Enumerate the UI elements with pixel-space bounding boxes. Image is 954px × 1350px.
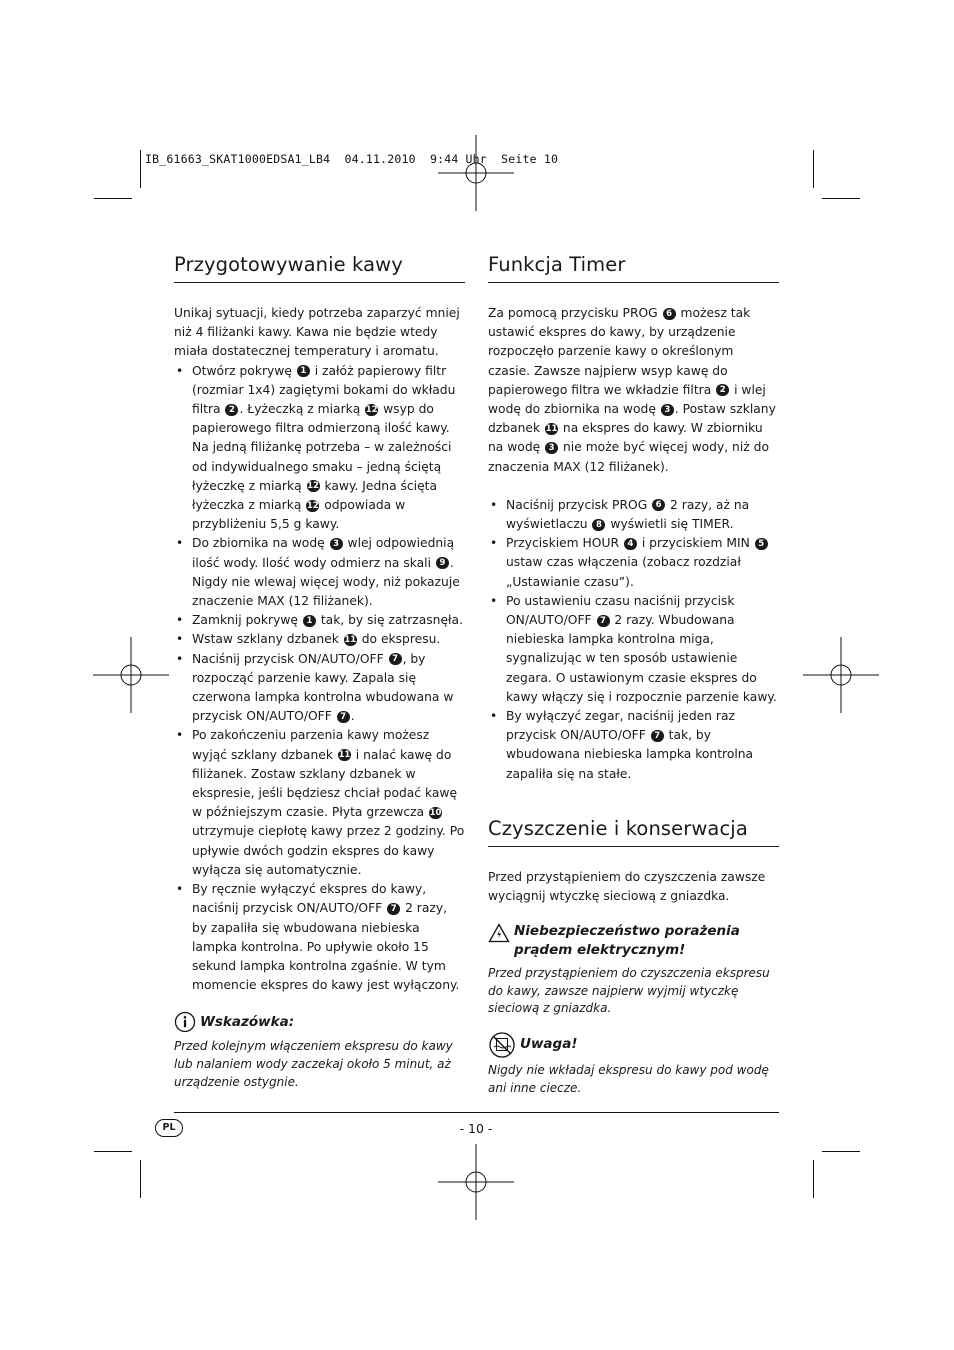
- list-item: • Po zakończeniu parzenia kawy możesz wyjąć szklany dzbanek 11 i nalać kawę do filiżanek. Zostaw szklany dzbanek w ekspresie, jeśli będziesz chciał podać kawę w późniejszym czasie. Płyta grzewcza 10 utrzymuje ciepłotę kawy przez 2 godziny. Po upływie dwóch godzin ekspres do kawy wyłącza się automatycznie.: [174, 726, 465, 880]
- print-slug: IB_61663_SKAT1000EDSA1_LB4 04.11.2010 9:44 Uhr Seite 10: [145, 152, 559, 166]
- timer-list: [488, 496, 779, 784]
- hint-body: Przed kolejnym włączeniem ekspresu do kawy lub nalaniem wody zaczekaj około 5 minut, aż urządzenie ostygnie.: [174, 1039, 453, 1089]
- caution-title: Uwaga!: [520, 1036, 578, 1053]
- left-column: [174, 252, 465, 1091]
- section-title-cleaning: Czyszczenie i konserwacja: [488, 816, 779, 847]
- page-number: - 10 -: [459, 1121, 493, 1136]
- cleaning-intro: Przed przystąpieniem do czyszczenia zawsze wyciągnij wtyczkę sieciową z gniazdka.: [488, 869, 766, 904]
- list-item: • By ręcznie wyłączyć ekspres do kawy, naciśnij przycisk ON/AUTO/OFF 7 2 razy, by zapaliła się wbudowana niebieska lampka kontrolna. Po upływie około 15 sekund lampka kontrolna zgaśnie. W tym momencie ekspres do kawy jest wyłączony.: [174, 880, 465, 995]
- list-item: • Naciśnij przycisk ON/AUTO/OFF 7 , by rozpocząć parzenie kawy. Zapala się czerwona lampka kontrolna wbudowana w przycisk ON/AUTO/OFF 7 .: [174, 650, 465, 727]
- number-badge: 9: [436, 557, 449, 569]
- number-badge: 3: [545, 442, 558, 454]
- number-badge: 2: [225, 404, 238, 416]
- section-title-coffee: Przygotowywanie kawy: [174, 252, 465, 283]
- no-immerse-icon: [488, 1032, 516, 1058]
- number-badge: 11: [545, 423, 558, 434]
- crop-mark: [94, 198, 132, 199]
- number-badge: 11: [344, 634, 357, 645]
- number-badge: 6: [663, 308, 676, 320]
- language-badge: PL: [155, 1119, 183, 1137]
- list-item: • Wstaw szklany dzbanek 11 do ekspresu.: [174, 630, 465, 649]
- warning-body: Przed przystąpieniem do czyszczenia ekspresu do kawy, zawsze najpierw wyjmij wtyczkę sieciową z gniazdka.: [488, 966, 770, 1016]
- registration-mark-icon: [803, 637, 879, 713]
- list-item: • Zamknij pokrywę 1 tak, by się zatrzasnęła.: [174, 611, 465, 630]
- warning-box: [488, 922, 779, 1018]
- crop-mark: [822, 1151, 860, 1152]
- list-item: • By wyłączyć zegar, naciśnij jeden raz przycisk ON/AUTO/OFF 7 tak, by wbudowana niebieska lampka kontrolna zapaliła się na stałe.: [488, 707, 779, 784]
- list-item: • Do zbiornika na wodę 3 wlej odpowiednią ilość wody. Ilość wody odmierz na skali 9 . Nigdy nie wlewaj więcej wody, niż pokazuje znaczenie MAX (12 filiżanek).: [174, 534, 465, 611]
- number-badge: 5: [755, 538, 768, 550]
- crop-mark: [822, 198, 860, 199]
- hint-box: [174, 1011, 465, 1091]
- number-badge: 12: [307, 481, 319, 492]
- section-title-timer: Funkcja Timer: [488, 252, 779, 283]
- number-badge: 12: [365, 404, 378, 415]
- number-badge: 7: [337, 711, 350, 723]
- number-badge: 2: [716, 384, 729, 396]
- list-item: • Przyciskiem HOUR 4 i przyciskiem MIN 5 ustaw czas włączenia (zobacz rozdział „Ustawianie czasu”).: [488, 534, 779, 592]
- caution-body: Nigdy nie wkładaj ekspresu do kawy pod wodę ani inne ciecze.: [488, 1063, 769, 1095]
- caution-box: [488, 1032, 779, 1097]
- info-icon: [174, 1011, 196, 1033]
- number-badge: 7: [651, 730, 664, 742]
- timer-intro: Za pomocą przycisku PROG 6 możesz tak ustawić ekspres do kawy, by urządzenie rozpoczęło parzenie kawy o określonym czasie. Zawsze najpierw wsyp kawę do papierowego filtra we wkładzie filtra 2 i wlej wodę do zbiornika na wodę 3 . Postaw szklany dzbanek 11 na ekspres do kawy. W zbiorniku na wodę 3 nie może być więcej wody, niż do znaczenia MAX (12 filiżanek).: [488, 306, 776, 474]
- number-badge: 1: [303, 615, 316, 627]
- crop-mark: [813, 150, 814, 188]
- number-badge: 6: [652, 499, 665, 511]
- number-badge: 12: [306, 500, 319, 511]
- footer-rule: [174, 1112, 779, 1113]
- number-badge: 7: [387, 903, 400, 915]
- registration-mark-icon: [438, 1144, 514, 1220]
- number-badge: 3: [661, 404, 674, 416]
- instruction-list: [174, 362, 465, 996]
- registration-mark-icon: [438, 135, 514, 211]
- hint-title: Wskazówka:: [200, 1013, 295, 1030]
- warning-title: Niebezpieczeństwo porażenia prądem elektrycznym!: [514, 923, 740, 959]
- number-badge: 4: [624, 538, 637, 550]
- number-badge: 10: [429, 807, 442, 818]
- number-badge: 3: [330, 538, 343, 550]
- crop-mark: [813, 1160, 814, 1198]
- number-badge: 7: [597, 615, 610, 627]
- number-badge: 1: [297, 365, 310, 377]
- list-item: • Po ustawieniu czasu naciśnij przycisk ON/AUTO/OFF 7 2 razy. Wbudowana niebieska lampka kontrolna miga, sygnalizując w ten sposób ustawienie zegara. O ustawionym czasie ekspres do kawy włączy się i rozpocznie parzenie kawy.: [488, 592, 779, 707]
- intro-text: Unikaj sytuacji, kiedy potrzeba zaparzyć mniej niż 4 filiżanki kawy. Kawa nie będzie wtedy miała dostatecznej temperatury i aromatu.: [174, 306, 460, 359]
- number-badge: 8: [592, 519, 605, 531]
- registration-mark-icon: [93, 637, 169, 713]
- list-item: • Otwórz pokrywę 1 i załóż papierowy filtr (rozmiar 1x4) zagiętymi bokami do wkładu filtra 2 . Łyżeczką z miarką 12 wsyp do papierowego filtra odmierzoną ilość kawy. Na jedną filiżankę potrzeba – w zależności od indywidualnego smaku – jedną ściętą łyżeczkę z miarką 12 kawy. Jedna ścięta łyżeczka z miarką 12 odpowiada w przybliżeniu 5,5 g kawy.: [174, 362, 465, 535]
- crop-mark: [140, 1160, 141, 1198]
- right-column: [488, 252, 779, 1097]
- list-item: • Naciśnij przycisk PROG 6 2 razy, aż na wyświetlaczu 8 wyświetli się TIMER.: [488, 496, 779, 534]
- warning-triangle-icon: [488, 923, 510, 943]
- number-badge: 7: [389, 653, 402, 665]
- crop-mark: [140, 150, 141, 188]
- crop-mark: [94, 1151, 132, 1152]
- number-badge: 11: [338, 750, 351, 761]
